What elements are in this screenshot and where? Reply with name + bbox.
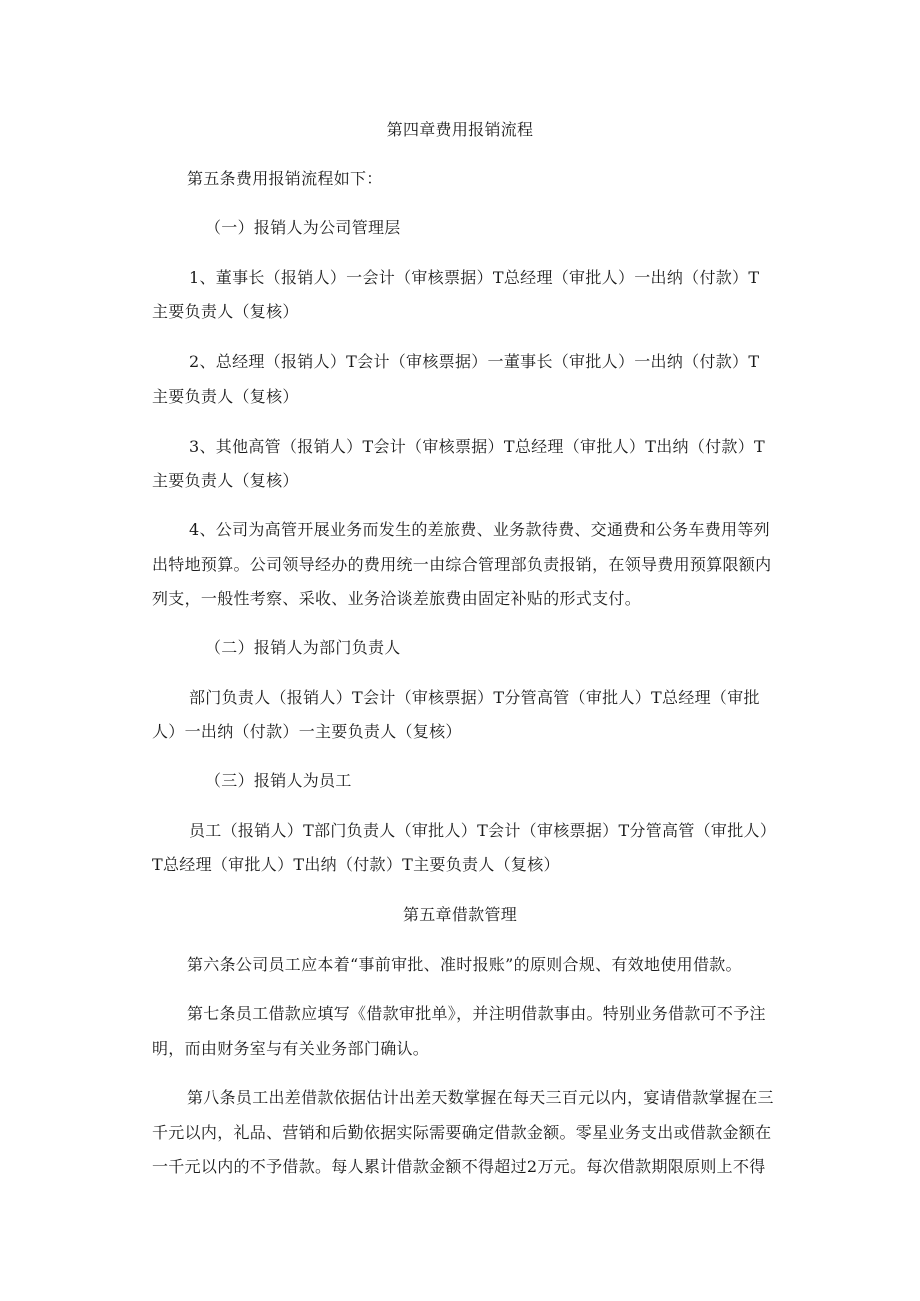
paragraph-line: 3、其他高管（报销人）T会计（审核票据）T总经理（审批人）T出纳（付款）T [189, 437, 765, 456]
article-paragraph: 第五条费用报销流程如下： [187, 169, 383, 188]
section-heading: （二）报销人为部门负责人 [205, 638, 401, 657]
paragraph-line: T总经理（审批人）T出纳（付款）T主要负责人（复核） [152, 855, 560, 874]
paragraph-line: 2、总经理（报销人）T会计（审核票据）一董事长（审批人）一出纳（付款）T [189, 352, 760, 371]
chapter-title: 第五章借款管理 [402, 905, 518, 924]
paragraph-line: 千元以内，礼品、营销和后勤依据实际需要确定借款金额。零星业务支出或借款金额在 [152, 1123, 772, 1142]
paragraph-line: 主要负责人（复核） [152, 471, 299, 490]
paragraph-line: 部门负责人（报销人）T会计（审核票据）T分管高管（审批人）T总经理（审批 [189, 688, 760, 707]
article-paragraph: 第六条公司员工应本着“事前审批、准时报账”的原则合规、有效地使用借款。 [187, 955, 742, 974]
paragraph-line: 主要负责人（复核） [152, 302, 299, 321]
paragraph-line: 主要负责人（复核） [152, 387, 299, 406]
paragraph-line: 4、公司为高管开展业务而发生的差旅费、业务款待费、交通费和公务车费用等列 [189, 520, 770, 539]
paragraph-line: 一千元以内的不予借款。每人累计借款金额不得超过2万元。每次借款期限原则上不得 [152, 1157, 766, 1176]
section-heading: （一）报销人为公司管理层 [205, 218, 401, 237]
paragraph-line: 出特地预算。公司领导经办的费用统一由综合管理部负责报销，在领导费用预算限额内 [152, 555, 772, 574]
article-paragraph: 第七条员工借款应填写《借款审批单》，并注明借款事由。特别业务借款可不予注 [187, 1004, 766, 1023]
article-paragraph: 第八条员工出差借款依据估计出差天数掌握在每天三百元以内，宴请借款掌握在三 [187, 1088, 774, 1107]
paragraph-line: 1、董事长（报销人）一会计（审核票据）T总经理（审批人）一出纳（付款）T [189, 268, 760, 287]
section-heading: （三）报销人为员工 [205, 771, 352, 790]
paragraph-line: 列支，一般性考察、采收、业务洽谈差旅费由固定补贴的形式支付。 [152, 589, 642, 608]
paragraph-line: 明，而由财务室与有关业务部门确认。 [152, 1039, 430, 1058]
paragraph-line: 员工（报销人）T部门负责人（审批人）T会计（审核票据）T分管高管（审批人） [189, 821, 777, 840]
paragraph-line: 人）一出纳（付款）一主要负责人（复核） [152, 722, 462, 741]
chapter-title: 第四章费用报销流程 [386, 120, 534, 139]
